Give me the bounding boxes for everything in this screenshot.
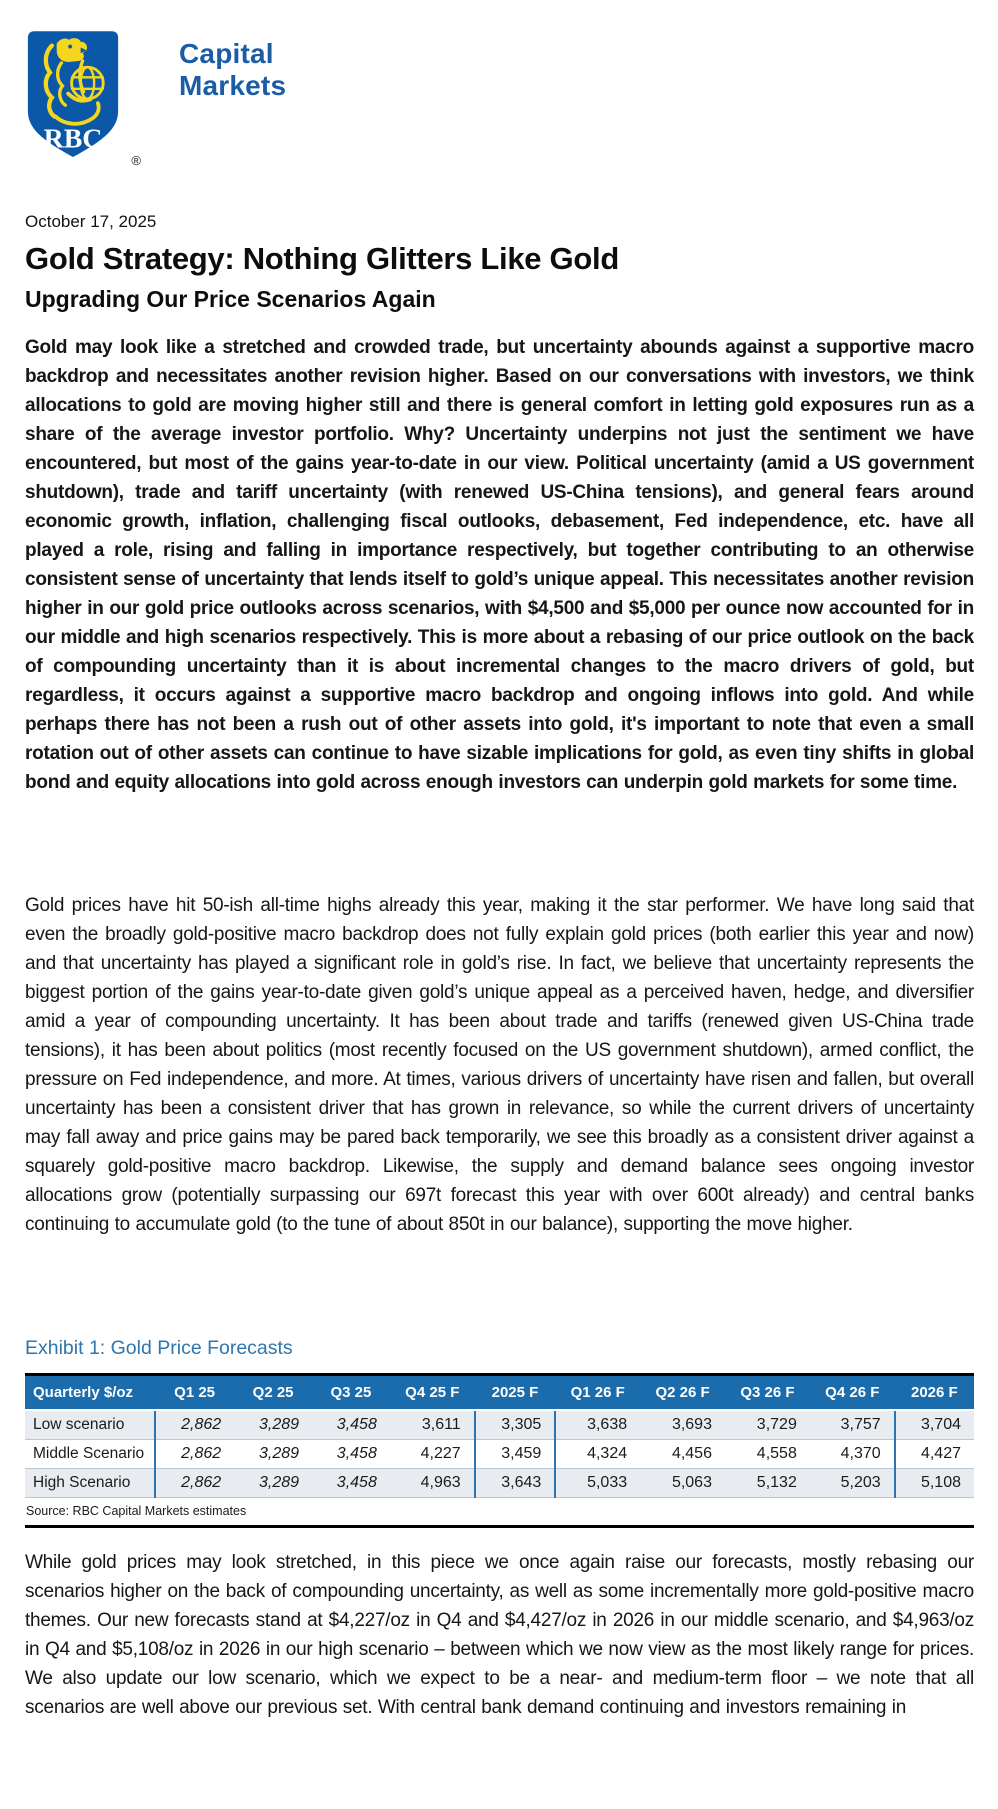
forecast-value-cell: 2,862 [155, 1410, 234, 1440]
svg-text:RBC: RBC [43, 123, 103, 155]
forecast-value-cell: 3,693 [640, 1410, 725, 1440]
table-column-header: 2025 F [475, 1375, 556, 1411]
scenario-label-cell: Low scenario [25, 1410, 155, 1440]
forecast-value-cell: 3,729 [725, 1410, 810, 1440]
table-column-header: Q1 26 F [555, 1375, 640, 1411]
forecast-value-cell: 5,063 [640, 1469, 725, 1498]
forecast-value-cell: 3,643 [475, 1469, 556, 1498]
forecast-value-cell: 5,132 [725, 1469, 810, 1498]
table-column-header: Q3 26 F [725, 1375, 810, 1411]
forecast-value-cell: 4,427 [895, 1440, 974, 1469]
brand-wordmark [179, 38, 286, 103]
forecast-value-cell: 4,963 [390, 1469, 475, 1498]
forecast-value-cell: 4,370 [810, 1440, 895, 1469]
forecast-value-cell: 3,289 [234, 1410, 312, 1440]
forecast-value-cell: 3,757 [810, 1410, 895, 1440]
table-column-header: Q4 26 F [810, 1375, 895, 1411]
forecast-value-cell: 3,305 [475, 1410, 556, 1440]
table-column-header: Q3 25 [312, 1375, 390, 1411]
table-row [25, 1469, 974, 1498]
forecast-value-cell: 2,862 [155, 1440, 234, 1469]
forecast-value-cell: 4,558 [725, 1440, 810, 1469]
forecast-value-cell: 4,324 [555, 1440, 640, 1469]
table-column-header: Q2 26 F [640, 1375, 725, 1411]
table-column-header: 2026 F [895, 1375, 974, 1411]
registered-trademark-icon: ® [131, 153, 141, 168]
forecast-value-cell: 2,862 [155, 1469, 234, 1498]
forecast-value-cell: 3,611 [390, 1410, 475, 1440]
forecast-value-cell: 5,203 [810, 1469, 895, 1498]
third-paragraph: While gold prices may look stretched, in this piece we once again raise our forecasts, mostly rebasing our scenarios higher on the back of compounding uncertainty, as well as some incrementally more gold-positive macro themes. Our new forecasts stand at $4,227/oz in Q4 and $4,427/oz in 2026 in our middle scenario, and $4,963/oz in Q4 and $5,108/oz in 2026 in our high scenario – between which we now view as the most likely range for prices. We also update our low scenario, which we expect to be a near- and medium-term floor – we note that all scenarios are well above our previous set. With central bank demand continuing and investors remaining in [25, 1552, 974, 1718]
document-page [0, 30, 998, 1722]
second-paragraph: Gold prices have hit 50-ish all-time highs already this year, making it the star performer. We have long said that even the broadly gold-positive macro backdrop does not fully explain gold prices (both earlier this year and now) and that uncertainty has played a significant role in gold’s rise. In fact, we believe that uncertainty represents the biggest portion of the gains year-to-date given gold’s unique appeal as a perceived haven, hedge, and diversifier amid a year of compounding uncertainty. It has been about trade and tariffs (renewed given US-China trade tensions), it has been about politics (most recently focused on the US government shutdown), armed conflict, the pressure on Fed independence, and more. At times, various drivers of uncertainty have risen and fallen, but overall uncertainty has been a consistent driver that has grown in relevance, so while the current drivers of uncertainty may fall away and price gains may be pared back temporarily, we see this broadly as a consistent driver against a squarely gold-positive macro backdrop. Likewise, the supply and demand balance sees ongoing investor allocations grow (potentially surpassing our 697t forecast this year with over 600t already) and central banks continuing to accumulate gold (to the tune of about 850t in our balance), supporting the move higher. [25, 895, 974, 1235]
forecast-value-cell: 3,638 [555, 1410, 640, 1440]
exhibit-title: Exhibit 1: Gold Price Forecasts [25, 1337, 293, 1359]
publication-date: October 17, 2025 [25, 212, 157, 231]
scenario-label-cell: Middle Scenario [25, 1440, 155, 1469]
rbc-shield-icon [25, 30, 121, 163]
table-corner-header: Quarterly $/oz [25, 1375, 155, 1411]
table-column-header: Q1 25 [155, 1375, 234, 1411]
scenario-label-cell: High Scenario [25, 1469, 155, 1498]
forecast-value-cell: 5,108 [895, 1469, 974, 1498]
forecast-value-cell: 4,227 [390, 1440, 475, 1469]
report-title: Gold Strategy: Nothing Glitters Like Gold [25, 241, 619, 276]
forecast-table-head-row [25, 1375, 974, 1411]
forecast-value-cell: 4,456 [640, 1440, 725, 1469]
table-row [25, 1440, 974, 1469]
brand-wordmark-line1: Capital [179, 38, 274, 69]
table-source-note: Source: RBC Capital Markets estimates [26, 1504, 247, 1518]
brand-wordmark-line2: Markets [179, 70, 287, 102]
forecast-value-cell: 3,289 [234, 1469, 312, 1498]
gold-price-forecast-table [25, 1373, 974, 1498]
forecast-value-cell: 3,458 [312, 1410, 390, 1440]
report-subtitle: Upgrading Our Price Scenarios Again [25, 286, 436, 312]
rbc-shield-logo [25, 30, 141, 168]
forecast-table-body [25, 1410, 974, 1498]
table-row [25, 1410, 974, 1440]
rbc-logo [25, 30, 974, 168]
forecast-value-cell: 3,459 [475, 1440, 556, 1469]
table-column-header: Q4 25 F [390, 1375, 475, 1411]
lead-paragraph: Gold may look like a stretched and crowded trade, but uncertainty abounds against a supportive macro backdrop and necessitates another revision higher. Based on our conversations with investors, we think allocations to gold are moving higher still and there is general comfort in letting gold exposures run as a share of the average investor portfolio. Why? Uncertainty underpins not just the sentiment we have encountered, but most of the gains year-to-date in our view. Political uncertainty (amid a US government shutdown), trade and tariff uncertainty (with renewed US-China tensions), and general fears around economic growth, inflation, challenging fiscal outlooks, debasement, Fed independence, etc. have all played a role, rising and falling in importance respectively, but together contributing to an otherwise consistent sense of uncertainty that lends itself to gold’s unique appeal. This necessitates another revision higher in our gold price outlooks across scenarios, with $4,500 and $5,000 per ounce now accounted for in our middle and high scenarios respectively. This is more about a rebasing of our price outlook on the back of compounding uncertainty than it is about incremental changes to the macro drivers of gold, but regardless, it occurs against a supportive macro backdrop and ongoing inflows into gold. And while perhaps there has not been a rush out of other assets into gold, it's important to note that even a small rotation out of other assets can continue to have sizable implications for gold, as even tiny shifts in global bond and equity allocations into gold across enough investors can underpin gold markets for some time. [25, 337, 974, 793]
forecast-value-cell: 3,289 [234, 1440, 312, 1469]
section-divider [25, 1525, 974, 1528]
forecast-value-cell: 3,458 [312, 1469, 390, 1498]
forecast-value-cell: 3,704 [895, 1410, 974, 1440]
forecast-value-cell: 3,458 [312, 1440, 390, 1469]
table-column-header: Q2 25 [234, 1375, 312, 1411]
forecast-value-cell: 5,033 [555, 1469, 640, 1498]
